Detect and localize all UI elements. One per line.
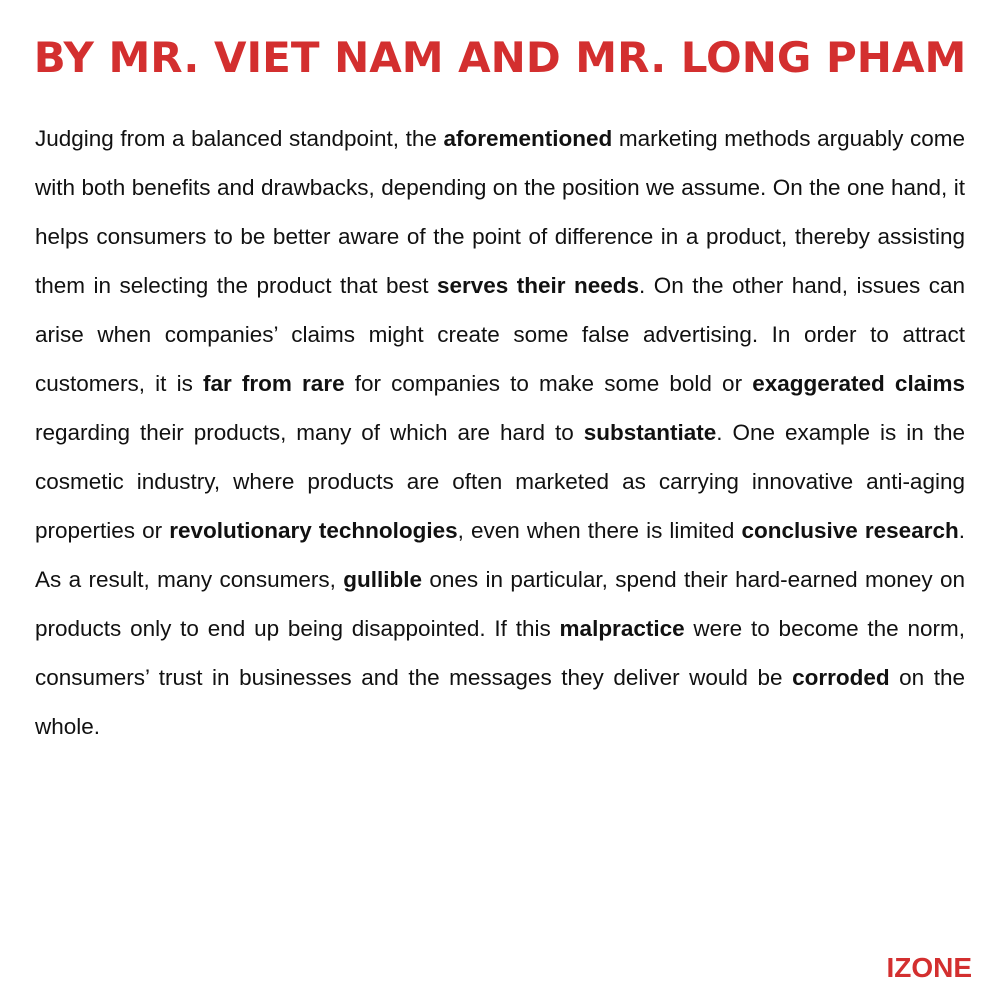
highlighted-phrase: malpractice <box>559 616 685 641</box>
text-segment: Judging from a balanced standpoint, the <box>35 126 444 151</box>
highlighted-phrase: conclusive research <box>741 518 959 543</box>
essay-paragraph <box>35 114 965 751</box>
text-segment: . One example is in the cosmetic industry, where products are often marketed as carrying innovative anti-aging properties or <box>35 420 965 543</box>
brand-logo: IZONE <box>886 952 972 983</box>
highlighted-phrase: substantiate <box>583 420 717 445</box>
text-segment: . As a result, many consumers, <box>35 518 965 592</box>
text-segment: ones in particular, spend their hard-earned money on products only to end up being disappointed. If this <box>35 567 965 641</box>
text-segment: for companies to make some bold or <box>344 371 753 396</box>
highlighted-phrase: aforementioned <box>443 126 613 151</box>
text-segment: . On the other hand, issues can arise when companies’ claims might create some false advertising. In order to attract customers, it is <box>35 273 965 396</box>
highlighted-phrase: exaggerated claims <box>752 371 965 396</box>
text-segment: regarding their products, many of which are hard to <box>35 420 584 445</box>
text-segment: marketing methods arguably come with both benefits and drawbacks, depending on the position we assume. On the one hand, it helps consumers to be better aware of the point of difference in a product, thereby assisting them in selecting the product that best <box>35 126 966 298</box>
highlighted-phrase: corroded <box>792 665 890 690</box>
highlighted-phrase: revolutionary technologies <box>169 518 458 543</box>
highlighted-phrase: far from rare <box>202 371 345 396</box>
text-segment: on the whole. <box>35 665 965 739</box>
highlighted-phrase: serves their needs <box>436 273 640 298</box>
page-title: BY MR. VIET NAM AND MR. LONG PHAM <box>33 33 967 82</box>
text-segment: were to become the norm, consumers’ trust in businesses and the messages they deliver would be <box>35 616 965 690</box>
highlighted-phrase: gullible <box>343 567 422 592</box>
text-segment: , even when there is limited <box>457 518 742 543</box>
